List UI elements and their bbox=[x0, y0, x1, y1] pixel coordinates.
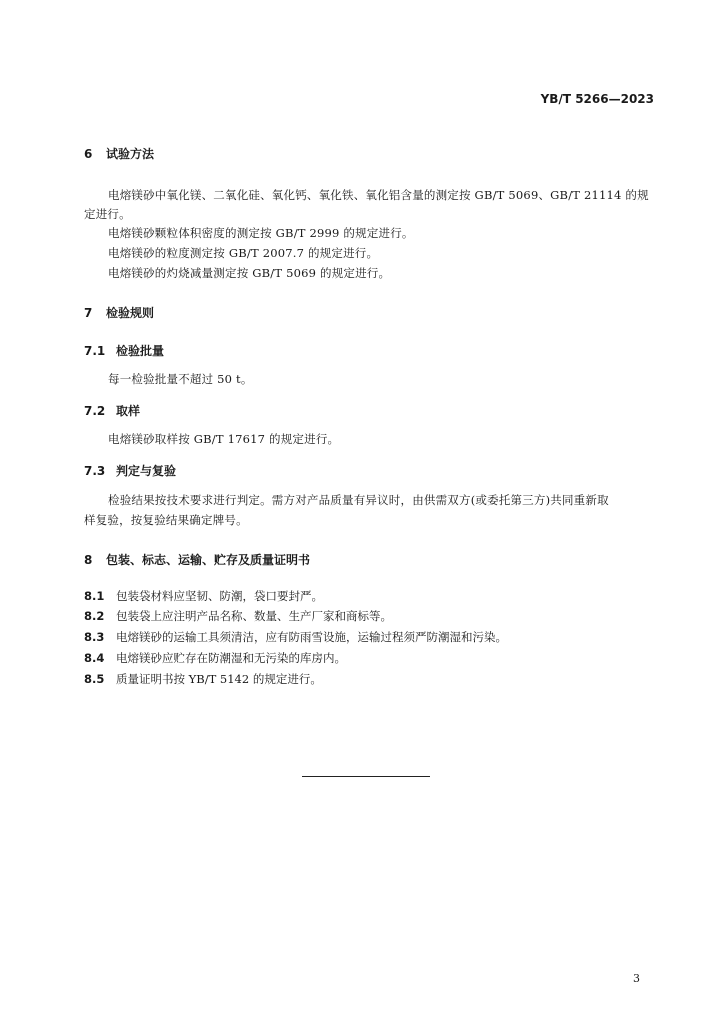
item-number: 8.1 bbox=[84, 589, 105, 603]
item-text: 电熔镁砂应贮存在防潮湿和无污染的库房内。 bbox=[116, 651, 346, 665]
item-number: 8.5 bbox=[84, 672, 105, 686]
subsection-title: 取样 bbox=[116, 404, 141, 418]
item-text: 电熔镁砂的运输工具须清洁，应有防雨雪设施，运输过程须严防潮湿和污染。 bbox=[116, 630, 507, 644]
end-rule bbox=[302, 776, 430, 777]
section-number: 7 bbox=[84, 306, 93, 320]
subsection-7-2-heading bbox=[84, 402, 140, 419]
list-item bbox=[84, 629, 507, 645]
subsection-7-3-heading bbox=[84, 462, 176, 479]
item-text: 质量证明书按 YB/T 5142 的规定进行。 bbox=[116, 672, 322, 686]
section-number: 6 bbox=[84, 147, 93, 161]
item-number: 8.2 bbox=[84, 609, 105, 623]
section-8-heading bbox=[84, 551, 310, 568]
paragraph: 电熔镁砂颗粒体积密度的测定按 GB/T 2999 的规定进行。 bbox=[108, 226, 414, 240]
subsection-title: 检验批量 bbox=[116, 344, 165, 358]
paragraph: 检验结果按技术要求进行判定。需方对产品质量有异议时，由供需双方(或委托第三方)共同重新取 bbox=[108, 493, 609, 507]
section-title: 包装、标志、运输、贮存及质量证明书 bbox=[106, 553, 311, 567]
subsection-number: 7.3 bbox=[84, 464, 106, 478]
item-text: 包装袋上应注明产品名称、数量、生产厂家和商标等。 bbox=[116, 609, 392, 623]
subsection-title: 判定与复验 bbox=[116, 464, 177, 478]
subsection-7-1-heading bbox=[84, 342, 164, 359]
subsection-number: 7.2 bbox=[84, 404, 106, 418]
item-number: 8.3 bbox=[84, 630, 105, 644]
standard-code: YB/T 5266—2023 bbox=[540, 92, 654, 106]
paragraph: 样复验，按复验结果确定牌号。 bbox=[84, 513, 248, 527]
paragraph: 电熔镁砂取样按 GB/T 17617 的规定进行。 bbox=[108, 432, 340, 446]
list-item bbox=[84, 650, 346, 666]
item-text: 包装袋材料应坚韧、防潮，袋口要封严。 bbox=[116, 589, 323, 603]
section-7-heading bbox=[84, 304, 154, 321]
page-number: 3 bbox=[633, 972, 640, 985]
list-item bbox=[84, 608, 392, 624]
section-title: 试验方法 bbox=[106, 147, 155, 161]
paragraph: 电熔镁砂的灼烧减量测定按 GB/T 5069 的规定进行。 bbox=[108, 266, 391, 280]
subsection-number: 7.1 bbox=[84, 344, 106, 358]
paragraph: 电熔镁砂中氧化镁、二氧化硅、氧化钙、氧化铁、氧化铝含量的测定按 GB/T 5069、GB/T 21114 的规 bbox=[108, 188, 649, 202]
item-number: 8.4 bbox=[84, 651, 105, 665]
section-number: 8 bbox=[84, 553, 93, 567]
section-title: 检验规则 bbox=[106, 306, 155, 320]
paragraph: 定进行。 bbox=[84, 207, 131, 221]
list-item bbox=[84, 588, 323, 604]
paragraph: 电熔镁砂的粒度测定按 GB/T 2007.7 的规定进行。 bbox=[108, 246, 379, 260]
list-item bbox=[84, 671, 322, 687]
section-6-heading bbox=[84, 145, 154, 162]
paragraph: 每一检验批量不超过 50 t。 bbox=[108, 372, 253, 386]
